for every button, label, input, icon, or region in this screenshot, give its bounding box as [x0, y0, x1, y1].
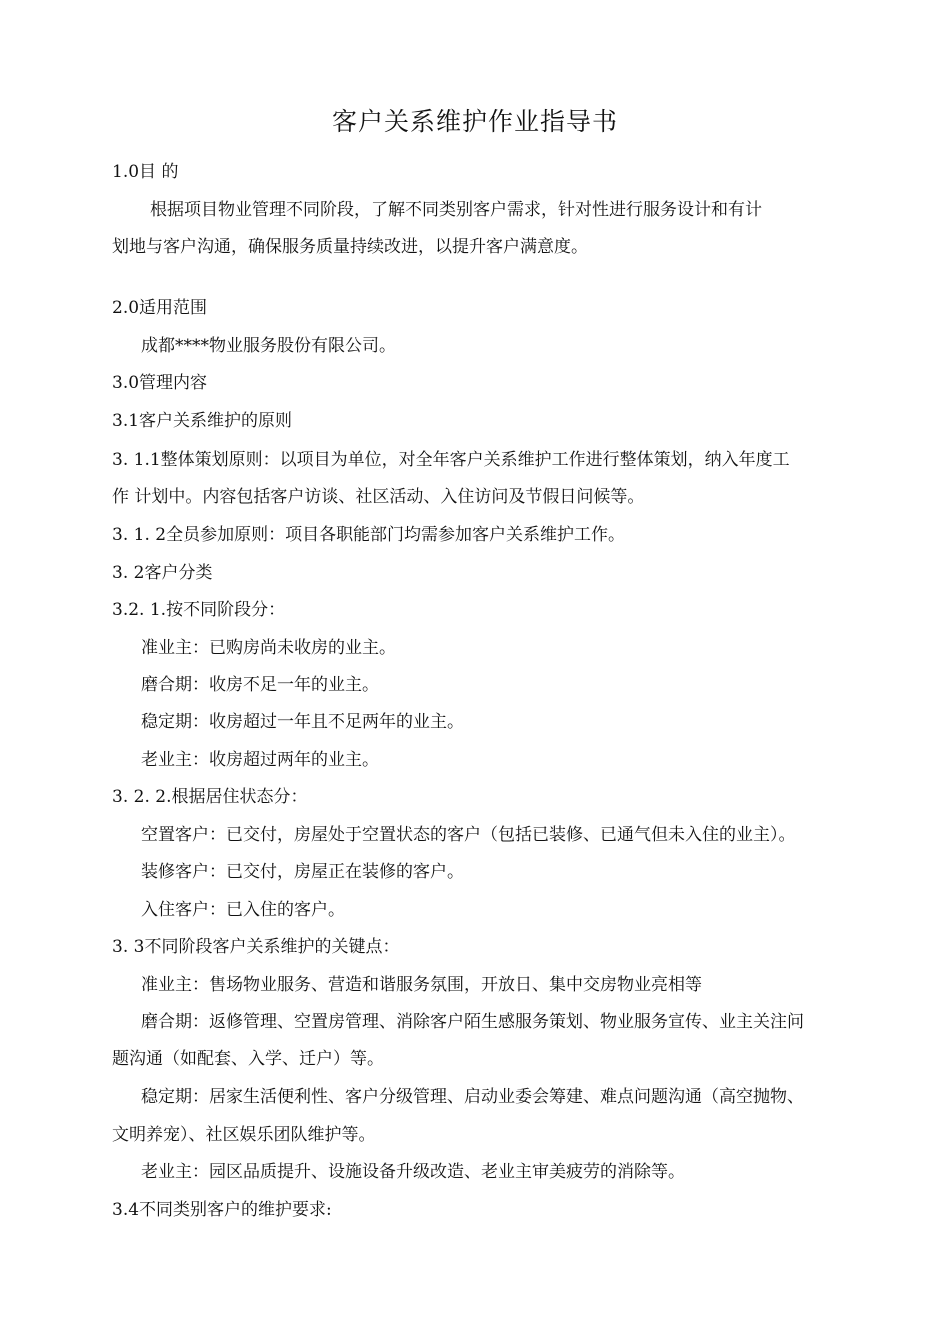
subsection-heading: 3.4不同类别客户的维护要求:	[112, 1200, 332, 1220]
list-item: 稳定期：收房超过一年且不足两年的业主。	[141, 712, 464, 732]
paragraph-line: 3. 1.1整体策划原则：以项目为单位，对全年客户关系维护工作进行整体策划，纳入年度工	[112, 450, 790, 470]
paragraph-line: 3. 1. 2全员参加原则：项目各职能部门均需参加客户关系维护工作。	[112, 525, 626, 545]
paragraph-line: 划地与客户沟通，确保服务质量持续改进，以提升客户满意度。	[112, 237, 588, 257]
list-item: 磨合期：返修管理、空置房管理、消除客户陌生感服务策划、物业服务宣传、业主关注问	[141, 1012, 804, 1032]
section-heading-content: 3.0管理内容	[112, 373, 208, 393]
list-item: 磨合期：收房不足一年的业主。	[141, 675, 379, 695]
list-item: 准业主：已购房尚未收房的业主。	[141, 638, 396, 658]
subsection-heading: 3. 2客户分类	[112, 563, 213, 583]
document-title: 客户关系维护作业指导书	[331, 107, 618, 136]
subsection-heading: 3. 2. 2.根据居住状态分：	[112, 787, 308, 807]
list-item: 准业主：售场物业服务、营造和谐服务氛围，开放日、集中交房物业亮相等	[141, 975, 702, 995]
list-item: 空置客户：已交付，房屋处于空置状态的客户（包括已装修、已通气但未入住的业主）。	[141, 825, 796, 845]
subsection-heading: 3.1客户关系维护的原则	[112, 411, 293, 431]
subsection-heading: 3. 3不同阶段客户关系维护的关键点：	[112, 937, 400, 957]
paragraph-line: 成都****物业服务股份有限公司。	[141, 336, 396, 356]
section-heading-scope: 2.0适用范围	[112, 298, 208, 318]
paragraph-line: 题沟通（如配套、入学、迁户）等。	[112, 1049, 384, 1069]
paragraph-line: 文明养宠）、社区娱乐团队维护等。	[112, 1125, 376, 1145]
paragraph-line: 根据项目物业管理不同阶段，了解不同类别客户需求，针对性进行服务设计和有计	[150, 200, 762, 220]
list-item: 老业主：园区品质提升、设施设备升级改造、老业主审美疲劳的消除等。	[141, 1162, 685, 1182]
list-item: 稳定期：居家生活便利性、客户分级管理、启动业委会筹建、难点问题沟通（高空抛物、	[141, 1087, 804, 1107]
list-item: 装修客户：已交付，房屋正在装修的客户。	[141, 862, 464, 882]
section-heading-purpose: 1.0目 的	[112, 162, 179, 182]
list-item: 老业主：收房超过两年的业主。	[141, 750, 379, 770]
subsection-heading: 3.2. 1.按不同阶段分：	[112, 600, 286, 620]
paragraph-line: 作 计划中。内容包括客户访谈、社区活动、入住访问及节假日问候等。	[112, 487, 645, 507]
list-item: 入住客户：已入住的客户。	[141, 900, 345, 920]
